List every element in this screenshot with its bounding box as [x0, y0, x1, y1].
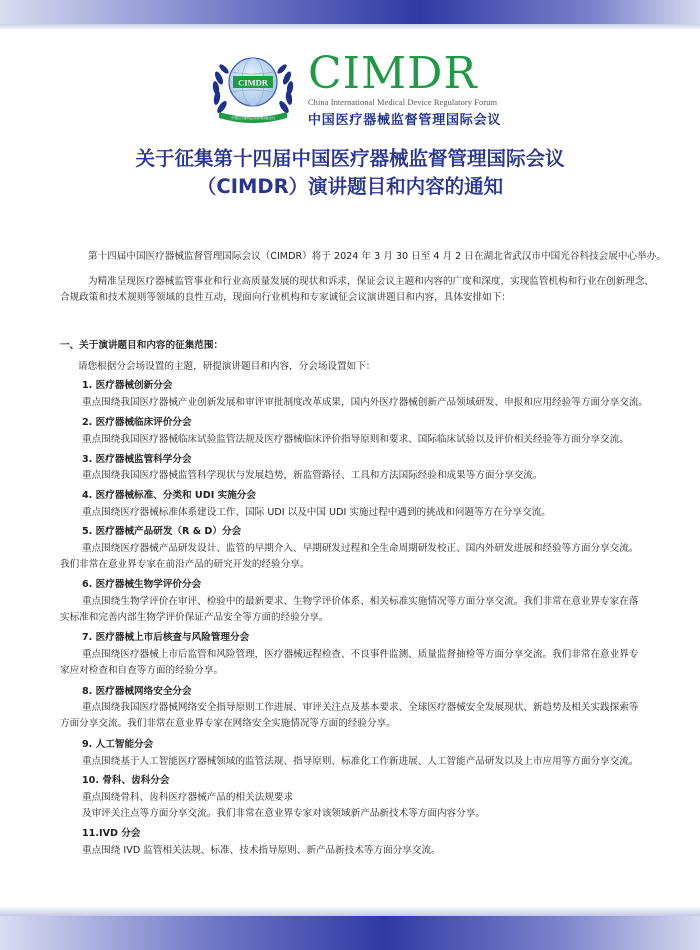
bottom-decorative-band	[0, 916, 700, 950]
intro-paragraph-1: 第十四届中国医疗器械监督管理国际会议（CIMDR）将于 2024 年 3 月 30 日至 4 月 2 日在湖北省武汉市中国光谷科技会展中心举办。	[88, 251, 666, 262]
session-desc: 重点围绕我国医疗器械监管科学现状与发展趋势，新监管路径、工具和方法国际经验和成果等方面分享交流。	[82, 470, 543, 481]
session-title: 2. 医疗器械临床评价分会	[82, 417, 192, 428]
emblem-ribbon-text: 中国医疗器械监督管理国际会议	[230, 116, 276, 120]
session-title: 4. 医疗器械标准、分类和 UDI 实施分会	[82, 490, 256, 501]
session-desc: 家应对检查和自查等方面的经验分享。	[60, 665, 224, 676]
session-title: 1. 医疗器械创新分会	[82, 380, 173, 391]
top-decorative-band	[0, 0, 700, 24]
session-title: 10. 骨科、齿科分会	[82, 775, 170, 786]
laurel-emblem-icon	[205, 48, 301, 128]
session-title: 6. 医疗器械生物学评价分会	[82, 579, 202, 590]
logo-english-name: China International Medical Device Regulatory Forum	[308, 98, 498, 107]
session-desc: 及审评关注点等方面分享交流。我们非常在意业界专家对该领域新产品新技术等方面内容分享。	[82, 808, 485, 819]
notice-title-line2: （CIMDR）演讲题目和内容的通知	[196, 175, 504, 198]
session-title: 3. 医疗器械监管科学分会	[82, 454, 192, 465]
session-desc: 重点围绕我国医疗器械产业创新发展和审评审批制度改革成果，国内外医疗器械创新产品领域研发、申报和应用经验等方面分享交流。	[82, 397, 649, 408]
session-desc: 我们非常在意业界专家在前沿产品的研究开发的经验分享。	[60, 559, 310, 570]
session-title: 5. 医疗器械产品研发（R & D）分会	[82, 526, 242, 537]
session-desc: 重点围绕医疗器械标准体系建设工作、国际 UDI 以及中国 UDI 实施过程中遇到的挑战和问题等方在分享交流。	[82, 507, 551, 518]
session-title: 7. 医疗器械上市后核查与风险管理分会	[82, 632, 250, 643]
section-lead: 请您根据分会场设置的主题，研提演讲题目和内容，分会场设置如下：	[78, 361, 376, 372]
intro-paragraph-2-line2: 合规政策和技术规则等领域的良性互动，现面向行业机构和专家诚征会议演讲题目和内容，具体安排如下：	[60, 292, 511, 303]
logo-wordmark: CIMDR	[308, 48, 478, 99]
session-desc: 重点围绕医疗器械产品研发设计、监管的早期介入、早期研发过程和全生命周期研发校正、国内外研发进展和经验等方面分享交流。	[82, 543, 639, 554]
notice-title-line1: 关于征集第十四届中国医疗器械监督管理国际会议	[135, 147, 565, 170]
logo-chinese-name: 中国医疗器械监督管理国际会议	[308, 113, 502, 128]
session-title: 8. 医疗器械网络安全分会	[82, 686, 192, 697]
session-desc: 重点围绕 IVD 监管相关法规、标准、技术指导原则、新产品新技术等方面分享交流。	[82, 845, 441, 856]
session-title: 9. 人工智能分会	[82, 739, 154, 750]
session-desc: 方面分享交流。我们非常在意业界专家在网络安全实施情况等方面的经验分享。	[60, 718, 396, 729]
session-desc: 重点围绕医疗器械上市后监管和风险管理，医疗器械远程检查、不良事件监测、质量监督抽检等方面分享交流。我们非常在意业界专	[82, 649, 639, 660]
session-desc: 实标准和完善内部生物学评价保证产品安全等方面的经验分享。	[60, 612, 329, 623]
session-title: 11.IVD 分会	[82, 828, 141, 839]
section-heading: 一、关于演讲题目和内容的征集范围：	[60, 340, 224, 351]
session-desc: 重点围绕骨科、齿科医疗器械产品的相关法规要求	[82, 792, 294, 803]
intro-paragraph-2-line1: 为精准呈现医疗器械监管事业和行业高质量发展的现状和诉求，保证会议主题和内容的广度和深度，实现监管机构和行业在创新理念、	[88, 276, 655, 287]
cimdr-logo	[205, 48, 525, 128]
session-desc: 重点围绕我国医疗器械网络安全指导原则工作进展、审评关注点及基本要求、全球医疗器械安全发展现状、新趋势及相关实践探索等	[82, 702, 639, 713]
emblem-text: CIMDR	[238, 77, 268, 88]
session-desc: 重点围绕生物学评价在审评、检验中的最新要求、生物学评价体系、相关标准实施情况等方面分享交流。我们非常在意业界专家在落	[82, 596, 639, 607]
session-desc: 重点围绕我国医疗器械临床试验监管法规及医疗器械临床评价指导原则和要求、国际临床试验以及评价相关经验等方面分享交流。	[82, 434, 629, 445]
session-desc: 重点围绕基于人工智能医疗器械领域的监管法规、指导原则、标准化工作新进展、人工智能产品研发以及上市应用等方面分享交流。	[82, 756, 639, 767]
